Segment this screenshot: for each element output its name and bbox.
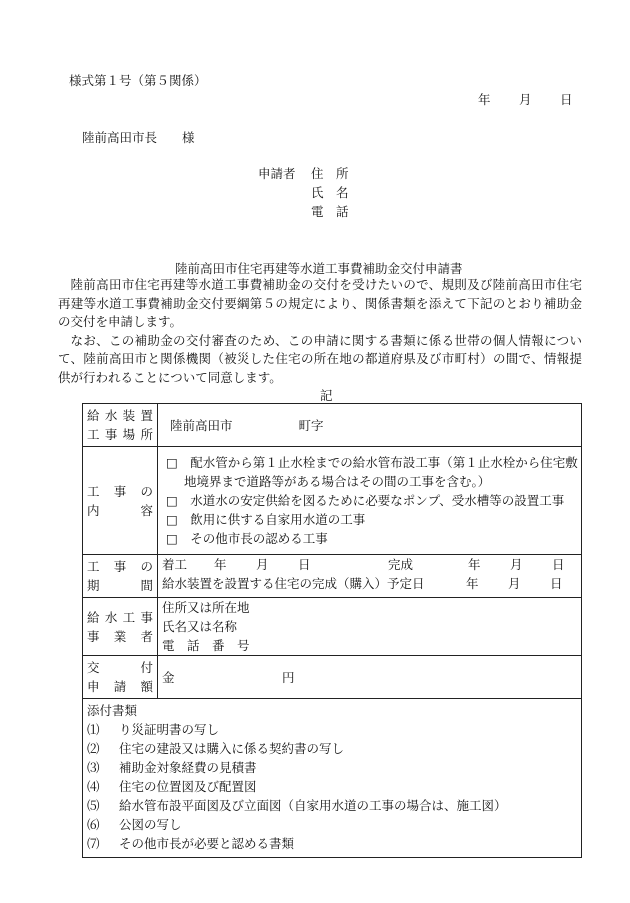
place-value[interactable] bbox=[158, 404, 582, 447]
attachment-item: ⑵ 住宅の建設又は購入に係る契約書の写し bbox=[87, 741, 345, 756]
amount-value[interactable] bbox=[158, 656, 582, 699]
attachment-item: ⑷ 住宅の位置図及び配置図 bbox=[87, 779, 257, 794]
checkbox-item-4[interactable]: □ その他市長の認める工事 bbox=[166, 531, 328, 546]
applicant-label: 申請者 bbox=[258, 166, 296, 181]
row-attachments bbox=[83, 699, 582, 858]
period-line-2: 給水装置を設置する住宅の完成（購入）予定日 年 月 日 bbox=[162, 576, 563, 591]
row-content bbox=[83, 447, 582, 555]
checkbox-item-1-cont: 地境界まで道路等がある場合はその間の工事を含む。） bbox=[184, 474, 491, 489]
amount-label: 交 付 申 請 額 bbox=[83, 656, 158, 699]
contractor-phone-label: 電 話 番 号 bbox=[162, 638, 250, 653]
attachment-item: ⑴ り災証明書の写し bbox=[87, 722, 220, 737]
row-contractor bbox=[83, 598, 582, 656]
attachment-item: ⑺ その他市長が必要と認める書類 bbox=[87, 836, 295, 851]
contractor-name-label: 氏名又は名称 bbox=[162, 619, 238, 634]
row-place bbox=[83, 404, 582, 447]
contractor-address-label: 住所又は所在地 bbox=[162, 600, 250, 615]
name-label: 氏 名 bbox=[311, 185, 349, 200]
phone-label: 電 話 bbox=[311, 204, 349, 219]
date-day-label: 日 bbox=[560, 92, 573, 107]
contractor-value[interactable] bbox=[158, 598, 582, 656]
form-number: 様式第１号（第５関係） bbox=[69, 73, 207, 88]
checkbox-item-3[interactable]: □ 飲用に供する自家用水道の工事 bbox=[166, 512, 366, 527]
checkbox-item-2[interactable]: □ 水道水の安定供給を図るために必要なポンプ、受水槽等の設置工事 bbox=[166, 493, 565, 508]
ki-label: 記 bbox=[320, 388, 333, 403]
attachment-item: ⑹ 公図の写し bbox=[87, 817, 182, 832]
addressee: 陸前高田市長 様 bbox=[82, 130, 195, 145]
content-items bbox=[158, 447, 582, 555]
date-year-label: 年 bbox=[478, 92, 491, 107]
place-city: 陸前高田市 bbox=[170, 417, 233, 433]
period-label: 工 事 の 期 間 bbox=[83, 555, 158, 598]
attachments bbox=[83, 699, 582, 858]
period-value[interactable] bbox=[158, 555, 582, 598]
checkbox-item-1[interactable]: □ 配水管から第１止水栓までの給水管布設工事（第１止水栓から住宅敷 bbox=[166, 455, 578, 470]
address-label: 住 所 bbox=[311, 166, 349, 181]
amount-prefix: 金 bbox=[162, 669, 175, 685]
row-amount bbox=[83, 656, 582, 699]
body-paragraph-2: なお、この補助金の交付審査のため、この申請に関する書類に係る世帯の個人情報について、陸前高田市と関係機関（被災した住宅の所在地の都道府県及び市町村）の間で、情報提供が行われることについて同意します。 bbox=[58, 332, 582, 385]
content-label: 工 事 の 内 容 bbox=[83, 447, 158, 555]
amount-unit: 円 bbox=[282, 669, 295, 685]
period-line-1: 着工 年 月 日 完成 年 月 日 bbox=[162, 557, 565, 572]
place-label: 給水装置 工事場所 bbox=[83, 404, 158, 447]
application-table bbox=[82, 403, 582, 858]
document-title: 陸前高田市住宅再建等水道工事費補助金交付申請書 bbox=[175, 261, 463, 276]
attachment-item: ⑶ 補助金対象経費の見積書 bbox=[87, 760, 257, 775]
attachments-title: 添付書類 bbox=[87, 703, 138, 718]
body-paragraph-1: 陸前高田市住宅再建等水道工事費補助金の交付を受けたいので、規則及び陸前高田市住宅再建等水道工事費補助金交付要綱第５の規定により、関係書類を添えて下記のとおり補助金の交付を申請します。 bbox=[58, 277, 582, 330]
row-period bbox=[83, 555, 582, 598]
body-text bbox=[58, 276, 582, 388]
place-town: 町字 bbox=[298, 417, 324, 433]
date-month-label: 月 bbox=[519, 92, 532, 107]
contractor-label: 給水工事 事 業 者 bbox=[83, 598, 158, 656]
attachment-item: ⑸ 給水管布設平面図及び立面図（自家用水道の工事の場合は、施工図） bbox=[87, 798, 507, 813]
